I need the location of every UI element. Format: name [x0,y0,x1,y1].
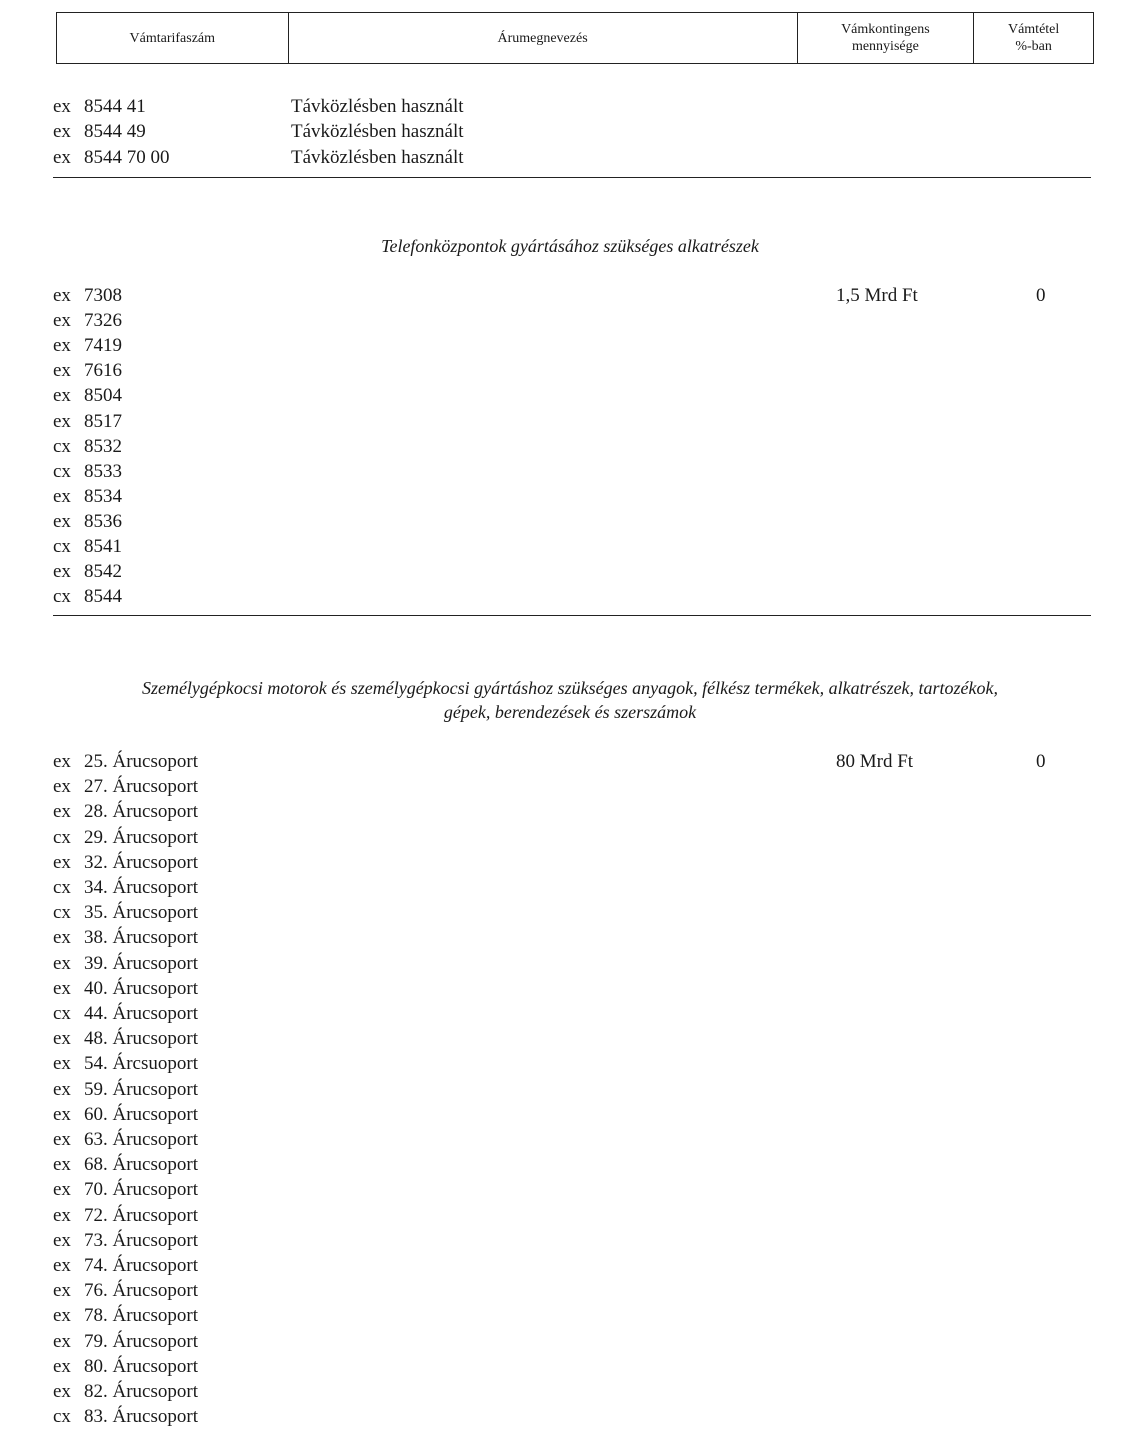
row-prefix: ex [53,1255,71,1276]
row-prefix: ex [53,360,71,382]
table-row [0,1203,1138,1228]
duty-rate-value: 0 [1036,285,1046,306]
row-code: 82. Árucsoport [84,1381,198,1402]
table-row [0,1177,1138,1202]
table-row [0,1001,1138,1026]
table-row [0,1278,1138,1303]
row-prefix: cx [53,902,71,924]
row-prefix: ex [53,1154,71,1176]
row-code: 39. Árucsoport [84,952,198,974]
row-prefix: ex [53,801,71,823]
section-title-passenger-cars [40,676,1100,724]
row-code: 48. Árucsoport [84,1028,198,1050]
row-prefix: ex [53,510,71,532]
row-prefix: ex [53,927,71,949]
row-code: 8544 49 [84,121,146,142]
row-prefix: ex [53,977,71,999]
row-code: 27. Árucsoport [84,776,198,798]
row-code: 8532 [84,435,122,457]
row-code: 8517 [84,410,122,432]
row-prefix: cx [53,586,71,608]
row-code: 34. Árucsoport [84,877,198,898]
row-code: 74. Árucsoport [84,1255,198,1276]
row-prefix: ex [53,1305,71,1327]
row-code: 8536 [84,510,122,532]
row-code: 8544 41 [84,96,146,117]
row-code: 8541 [84,536,122,557]
row-description: Távközlésben használt [291,147,464,168]
table-row [0,976,1138,1001]
row-code: 28. Árucsoport [84,801,198,823]
row-description: Távközlésben használt [291,121,464,142]
row-prefix: ex [53,1330,71,1352]
section-divider [53,615,1091,616]
row-code: 72. Árucsoport [84,1204,198,1226]
section-title-text: Telefonközpontok gyártásához szükséges alkatrészek [381,236,759,256]
row-prefix: cx [53,435,71,457]
row-prefix: ex [53,285,71,306]
row-prefix: ex [53,1179,71,1201]
row-code: 80. Árucsoport [84,1355,198,1377]
table-row [0,283,1138,308]
row-prefix: ex [53,751,71,772]
row-code: 8504 [84,385,122,407]
table-row [0,333,1138,358]
section-title-line2: gépek, berendezések és szerszámok [443,702,697,722]
quota-quantity-value: 80 Mrd Ft [836,751,914,772]
section-divider [53,177,1091,178]
header-quota-line1: Vámkontingens [841,22,930,37]
table-header [56,12,1094,64]
table-row [0,409,1138,434]
row-prefix: ex [53,121,71,142]
table-row [0,749,1138,774]
table-row [0,825,1138,850]
table-row [0,145,1138,170]
header-quota-line2: mennyisége [851,39,919,54]
row-prefix: cx [53,1003,71,1024]
table-row [0,875,1138,900]
header-duty-rate [974,13,1093,63]
row-prefix: ex [53,1129,71,1150]
table-row [0,1102,1138,1127]
table-row [0,459,1138,484]
row-code: 73. Árucsoport [84,1229,198,1251]
table-row [0,900,1138,925]
table-row [0,484,1138,509]
row-description: Távközlésben használt [291,96,464,117]
table-row [0,951,1138,976]
header-quota-quantity [798,13,975,63]
row-prefix: ex [53,310,71,332]
table-row [0,1253,1138,1278]
table-row [0,774,1138,799]
row-prefix: ex [53,1078,71,1100]
table-row [0,1329,1138,1354]
table-row [0,1404,1138,1429]
table-row [0,1354,1138,1379]
table-row [0,584,1138,609]
table-row [0,534,1138,559]
row-code: 38. Árucsoport [84,927,198,949]
header-quota-quantity-label [841,21,930,55]
header-duty-line1: Vámtétel [1007,22,1060,37]
row-code: 59. Árucsoport [84,1078,198,1100]
row-code: 83. Árucsoport [84,1406,198,1428]
table-row [0,925,1138,950]
table-row [0,308,1138,333]
duty-rate-value: 0 [1036,751,1046,772]
row-prefix: ex [53,1355,71,1377]
quota-quantity-value: 1,5 Mrd Ft [836,285,918,306]
row-prefix: ex [53,1381,71,1402]
row-code: 60. Árucsoport [84,1103,198,1125]
row-prefix: ex [53,147,71,168]
row-code: 7326 [84,310,122,332]
row-code: 78. Árucsoport [84,1305,198,1327]
row-code: 40. Árucsoport [84,977,198,999]
row-code: 70. Árucsoport [84,1179,198,1201]
row-prefix: ex [53,776,71,798]
row-code: 29. Árucsoport [84,826,198,848]
row-code: 63. Árucsoport [84,1129,198,1150]
row-prefix: cx [53,826,71,848]
row-prefix: cx [53,1406,71,1428]
row-prefix: ex [53,385,71,407]
header-tariff-number-label: Vámtarifaszám [129,30,216,46]
row-prefix: ex [53,1028,71,1050]
table-row [0,94,1138,119]
row-code: 54. Árcsuoport [84,1053,198,1075]
row-prefix: ex [53,1204,71,1226]
row-prefix: ex [53,1280,71,1302]
row-prefix: ex [53,410,71,432]
row-prefix: ex [53,96,71,117]
section-title-line1: Személygépkocsi motorok és személygépkocsi gyártáshoz szükséges anyagok, félkész termékek, alkatrészek, tartozékok, [141,678,999,698]
row-prefix: cx [53,536,71,557]
row-code: 25. Árucsoport [84,751,198,772]
row-code: 8534 [84,485,122,507]
table-row [0,1026,1138,1051]
row-prefix: cx [53,460,71,482]
table-row [0,1379,1138,1404]
row-prefix: ex [53,851,71,873]
row-code: 7308 [84,285,122,306]
row-prefix: ex [53,335,71,357]
header-tariff-number [57,13,289,63]
row-prefix: cx [53,877,71,898]
table-row [0,1051,1138,1076]
row-code: 68. Árucsoport [84,1154,198,1176]
row-code: 35. Árucsoport [84,902,198,924]
row-prefix: ex [53,1053,71,1075]
row-prefix: ex [53,1103,71,1125]
row-prefix: ex [53,561,71,583]
table-row [0,509,1138,534]
row-code: 76. Árucsoport [84,1280,198,1302]
table-row [0,1303,1138,1328]
table-row [0,799,1138,824]
row-code: 32. Árucsoport [84,851,198,873]
row-prefix: ex [53,1229,71,1251]
table-row [0,850,1138,875]
table-row [0,1127,1138,1152]
row-code: 44. Árucsoport [84,1003,198,1024]
row-code: 7616 [84,360,122,382]
table-row [0,434,1138,459]
header-product-name [289,13,798,63]
row-code: 79. Árucsoport [84,1330,198,1352]
table-row [0,358,1138,383]
header-duty-line2: %-ban [1015,39,1052,54]
row-code: 8544 [84,586,122,608]
table-row [0,1152,1138,1177]
row-prefix: ex [53,952,71,974]
table-row [0,119,1138,144]
row-code: 8542 [84,561,122,583]
row-code: 8544 70 00 [84,147,170,168]
row-code: 8533 [84,460,122,482]
section-title-telephone-exchanges [40,234,1100,258]
row-code: 7419 [84,335,122,357]
table-row [0,1077,1138,1102]
table-row [0,383,1138,408]
header-product-name-label: Árumegnevezés [497,30,588,46]
row-prefix: ex [53,485,71,507]
header-duty-rate-label [1008,21,1059,55]
table-row [0,559,1138,584]
table-row [0,1228,1138,1253]
